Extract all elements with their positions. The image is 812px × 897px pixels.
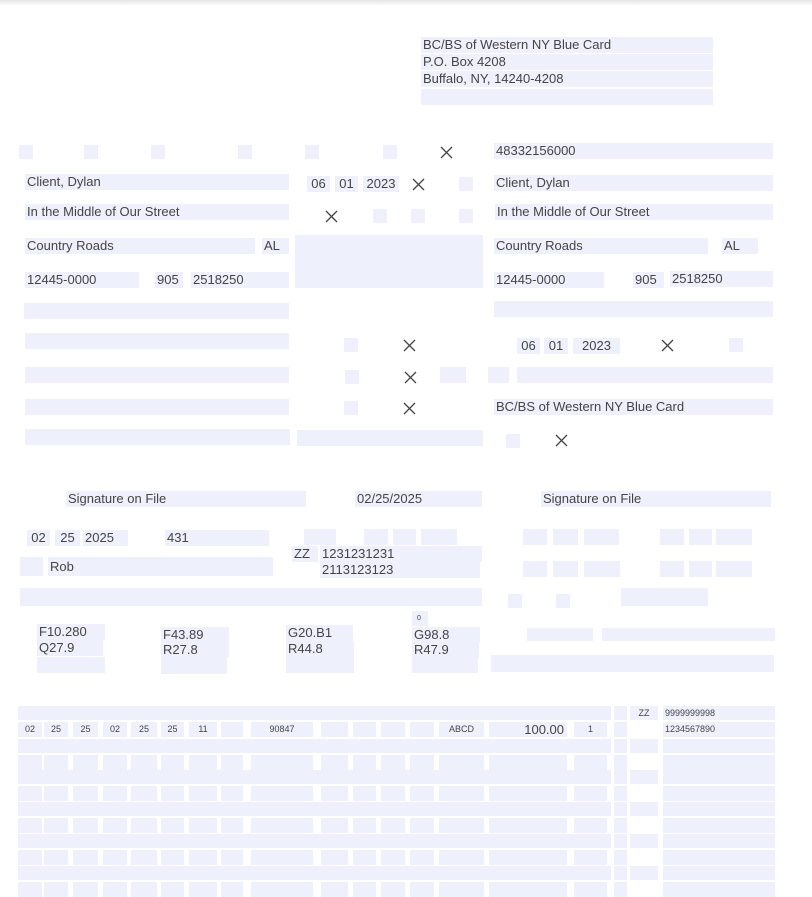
original-ref-number-field[interactable] bbox=[602, 628, 775, 641]
to-month-field[interactable]: 02 bbox=[103, 722, 127, 737]
rendering-provider-id-field[interactable] bbox=[663, 834, 775, 848]
charges-field[interactable] bbox=[489, 850, 567, 865]
to-day-field[interactable] bbox=[131, 755, 157, 770]
insurance-type-other-checked-icon[interactable] bbox=[440, 146, 453, 159]
to-month-field[interactable] bbox=[103, 786, 127, 801]
other-accident-yes-checkbox[interactable] bbox=[344, 401, 358, 415]
modifier-4-field[interactable] bbox=[410, 850, 434, 865]
insurance-type-champva-checkbox[interactable] bbox=[238, 145, 252, 159]
current-illness-day-field[interactable]: 25 bbox=[55, 530, 80, 546]
from-day-field[interactable]: 25 bbox=[44, 722, 68, 737]
insurance-type-medicare-checkbox[interactable] bbox=[19, 145, 33, 159]
cpt-code-field[interactable] bbox=[251, 882, 313, 897]
cpt-code-field[interactable] bbox=[251, 818, 313, 833]
place-of-service-field[interactable] bbox=[189, 755, 217, 770]
relationship-child-checkbox[interactable] bbox=[411, 209, 425, 223]
icd-indicator-field[interactable]: 0 bbox=[412, 611, 428, 626]
diagnosis-pointer-field[interactable] bbox=[439, 786, 484, 801]
from-year-field[interactable] bbox=[73, 755, 98, 770]
relationship-spouse-checkbox[interactable] bbox=[373, 209, 387, 223]
epsdt-shaded-field[interactable] bbox=[614, 770, 627, 784]
rendering-provider-id-field[interactable] bbox=[663, 739, 775, 753]
cpt-code-field[interactable] bbox=[251, 850, 313, 865]
insured-id-field[interactable]: 48332156000 bbox=[494, 143, 773, 159]
insured-zip-field[interactable]: 12445-0000 bbox=[494, 272, 604, 288]
from-day-field[interactable] bbox=[44, 818, 68, 833]
id-qual-field[interactable] bbox=[630, 834, 658, 848]
from-day-field[interactable] bbox=[44, 786, 68, 801]
modifier-1-field[interactable] bbox=[321, 818, 348, 833]
from-month-field[interactable] bbox=[18, 850, 42, 865]
from-year-field[interactable] bbox=[73, 818, 98, 833]
place-of-service-field[interactable] bbox=[189, 882, 217, 897]
rendering-provider-id-field[interactable]: 9999999998 bbox=[663, 706, 775, 720]
patient-signature-field[interactable]: Signature on File bbox=[66, 491, 306, 507]
other-date-qual-field[interactable] bbox=[304, 529, 336, 545]
id-qual-field[interactable] bbox=[630, 866, 658, 880]
patient-zip-field[interactable]: 12445-0000 bbox=[25, 272, 139, 288]
supplemental-info-field[interactable] bbox=[18, 834, 611, 848]
epsdt-shaded-field[interactable] bbox=[614, 866, 627, 880]
id-qual-field[interactable]: ZZ bbox=[630, 706, 658, 720]
hospitalization-from-year-field[interactable] bbox=[584, 561, 620, 577]
other-date-year-field[interactable] bbox=[421, 529, 457, 545]
epsdt-shaded-field[interactable] bbox=[614, 834, 627, 848]
to-day-field[interactable] bbox=[131, 818, 157, 833]
patient-dob-year-field[interactable]: 2023 bbox=[363, 176, 399, 192]
insurance-type-group-checkbox[interactable] bbox=[305, 145, 319, 159]
modifier-2-field[interactable] bbox=[353, 818, 376, 833]
from-year-field[interactable] bbox=[73, 850, 98, 865]
insured-state-field[interactable]: AL bbox=[722, 238, 758, 254]
other-insured-policy-field[interactable] bbox=[25, 333, 289, 349]
to-year-field[interactable] bbox=[161, 882, 184, 897]
diagnosis-h-field[interactable]: R47.9 bbox=[412, 642, 479, 658]
supplemental-info-field[interactable] bbox=[18, 866, 611, 880]
insured-dob-day-field[interactable]: 01 bbox=[544, 338, 568, 354]
diagnosis-pointer-field[interactable] bbox=[439, 850, 484, 865]
modifier-1-field[interactable] bbox=[321, 786, 348, 801]
rendering-npi-field[interactable] bbox=[663, 786, 775, 801]
insured-group-number-field[interactable] bbox=[494, 301, 773, 317]
auto-accident-no-checked-icon[interactable] bbox=[404, 371, 417, 384]
from-year-field[interactable] bbox=[73, 786, 98, 801]
unable-work-to-month-field[interactable] bbox=[660, 529, 684, 545]
page-top-edge bbox=[0, 0, 812, 6]
diagnosis-b-field[interactable]: F43.89 bbox=[161, 627, 229, 643]
modifier-1-field[interactable] bbox=[321, 755, 348, 770]
rendering-npi-field[interactable] bbox=[663, 818, 775, 833]
payer-name-field[interactable]: BC/BS of Western NY Blue Card bbox=[421, 37, 713, 53]
insurance-plan-name-field[interactable]: BC/BS of Western NY Blue Card bbox=[494, 399, 773, 415]
other-date-day-field[interactable] bbox=[393, 529, 416, 545]
modifier-2-field[interactable] bbox=[353, 722, 376, 737]
patient-phone-area-field[interactable]: 905 bbox=[155, 272, 183, 288]
current-illness-qual-field[interactable]: 431 bbox=[165, 530, 269, 546]
auto-accident-state-field[interactable] bbox=[440, 367, 466, 383]
diagnosis-pointer-field[interactable] bbox=[439, 882, 484, 897]
from-day-field[interactable] bbox=[44, 882, 68, 897]
cpt-code-field[interactable] bbox=[251, 755, 313, 770]
supplemental-info-field[interactable] bbox=[18, 706, 611, 720]
modifier-3-field[interactable] bbox=[381, 882, 405, 897]
other-date-month-field[interactable] bbox=[364, 529, 388, 545]
auto-accident-yes-checkbox[interactable] bbox=[345, 370, 359, 384]
hospitalization-to-year-field[interactable] bbox=[716, 561, 752, 577]
other-claim-qual-field[interactable] bbox=[488, 367, 509, 383]
epsdt-shaded-field[interactable] bbox=[614, 739, 627, 753]
epsdt-field[interactable] bbox=[614, 882, 627, 897]
charges-field[interactable] bbox=[489, 818, 567, 833]
diagnosis-j-field[interactable] bbox=[161, 658, 227, 674]
insured-phone-area-field[interactable]: 905 bbox=[633, 272, 664, 288]
modifier-4-field[interactable] bbox=[410, 722, 434, 737]
units-field[interactable] bbox=[574, 882, 607, 897]
rendering-npi-field[interactable]: 1234567890 bbox=[663, 722, 775, 737]
units-field[interactable]: 1 bbox=[574, 722, 607, 737]
patient-name-field[interactable]: Client, Dylan bbox=[25, 174, 289, 190]
charges-field[interactable] bbox=[489, 882, 567, 897]
epsdt-field[interactable] bbox=[614, 755, 627, 770]
from-month-field[interactable]: 02 bbox=[18, 722, 42, 737]
modifier-3-field[interactable] bbox=[381, 850, 405, 865]
rendering-npi-field[interactable] bbox=[663, 755, 775, 770]
modifier-1-field[interactable] bbox=[321, 882, 348, 897]
epsdt-field[interactable] bbox=[614, 818, 627, 833]
insured-dob-month-field[interactable]: 06 bbox=[517, 338, 540, 354]
to-month-field[interactable] bbox=[103, 882, 127, 897]
insurance-type-feca-checkbox[interactable] bbox=[383, 145, 397, 159]
diagnosis-d-field[interactable]: G98.8 bbox=[412, 627, 480, 643]
to-year-field[interactable] bbox=[161, 850, 184, 865]
payer-address-field[interactable]: P.O. Box 4208 bbox=[421, 54, 713, 70]
units-field[interactable] bbox=[574, 755, 607, 770]
place-of-service-field[interactable] bbox=[189, 850, 217, 865]
hospitalization-from-month-field[interactable] bbox=[523, 561, 547, 577]
id-qual-field[interactable] bbox=[630, 739, 658, 753]
referring-other-id-field[interactable]: 1231231231 bbox=[320, 546, 482, 562]
diagnosis-f-field[interactable]: R27.8 bbox=[161, 642, 229, 658]
epsdt-shaded-field[interactable] bbox=[614, 802, 627, 816]
modifier-3-field[interactable] bbox=[381, 722, 405, 737]
modifier-4-field[interactable] bbox=[410, 755, 434, 770]
patient-dob-day-field[interactable]: 01 bbox=[335, 176, 358, 192]
employment-yes-checkbox[interactable] bbox=[344, 338, 358, 352]
charges-field[interactable]: 100.00 bbox=[489, 722, 567, 737]
emg-field[interactable] bbox=[221, 818, 243, 833]
supplemental-info-field[interactable] bbox=[18, 802, 611, 816]
reserved-field-9b[interactable] bbox=[25, 367, 289, 383]
id-qual-field[interactable] bbox=[630, 770, 658, 784]
to-month-field[interactable] bbox=[103, 755, 127, 770]
payer-city-state-zip-field[interactable]: Buffalo, NY, 14240-4208 bbox=[421, 71, 713, 87]
unable-work-from-year-field[interactable] bbox=[584, 529, 619, 545]
patient-dob-month-field[interactable]: 06 bbox=[307, 176, 330, 192]
charges-field[interactable] bbox=[489, 786, 567, 801]
to-day-field[interactable]: 25 bbox=[131, 722, 157, 737]
employment-no-checked-icon[interactable] bbox=[403, 339, 416, 352]
emg-field[interactable] bbox=[221, 850, 243, 865]
modifier-1-field[interactable] bbox=[321, 722, 348, 737]
current-illness-year-field[interactable]: 2025 bbox=[83, 530, 128, 546]
rendering-provider-id-field[interactable] bbox=[663, 866, 775, 880]
diagnosis-l-field[interactable] bbox=[412, 657, 478, 673]
modifier-2-field[interactable] bbox=[353, 786, 376, 801]
modifier-1-field[interactable] bbox=[321, 850, 348, 865]
emg-field[interactable] bbox=[221, 882, 243, 897]
diagnosis-i-field[interactable] bbox=[37, 657, 105, 673]
epsdt-field[interactable] bbox=[614, 850, 627, 865]
to-year-field[interactable] bbox=[161, 818, 184, 833]
referring-id-qual-field[interactable]: ZZ bbox=[292, 546, 318, 562]
insurance-type-tricare-checkbox[interactable] bbox=[151, 145, 165, 159]
additional-claim-info-field[interactable] bbox=[20, 588, 482, 606]
modifier-2-field[interactable] bbox=[353, 850, 376, 865]
other-insured-name-field[interactable] bbox=[24, 303, 289, 319]
to-day-field[interactable] bbox=[131, 786, 157, 801]
units-field[interactable] bbox=[574, 818, 607, 833]
units-field[interactable] bbox=[574, 786, 607, 801]
cpt-code-field[interactable] bbox=[251, 786, 313, 801]
unable-work-from-month-field[interactable] bbox=[523, 529, 547, 545]
diagnosis-pointer-field[interactable] bbox=[439, 755, 484, 770]
modifier-3-field[interactable] bbox=[381, 755, 405, 770]
referring-provider-name-field[interactable]: Rob bbox=[48, 557, 273, 576]
diagnosis-a-field[interactable]: F10.280 bbox=[37, 624, 105, 640]
outside-lab-charges-field[interactable] bbox=[621, 588, 708, 606]
rendering-npi-field[interactable] bbox=[663, 882, 775, 897]
payer-line4-field[interactable] bbox=[421, 89, 713, 105]
insured-name-field[interactable]: Client, Dylan bbox=[494, 175, 773, 191]
diagnosis-e-field[interactable]: Q27.9 bbox=[37, 640, 103, 656]
referring-npi-field[interactable]: 2113123123 bbox=[320, 562, 480, 578]
current-illness-month-field[interactable]: 02 bbox=[27, 530, 50, 546]
diagnosis-k-field[interactable] bbox=[286, 657, 354, 673]
hospitalization-from-day-field[interactable] bbox=[553, 561, 578, 577]
insured-phone-field[interactable]: 2518250 bbox=[670, 271, 773, 287]
to-month-field[interactable] bbox=[103, 818, 127, 833]
patient-signature-date-field[interactable]: 02/25/2025 bbox=[355, 491, 482, 507]
referring-qualifier-field[interactable] bbox=[20, 557, 43, 576]
insured-city-field[interactable]: Country Roads bbox=[494, 238, 708, 254]
place-of-service-field[interactable] bbox=[189, 786, 217, 801]
diagnosis-pointer-field[interactable]: ABCD bbox=[439, 722, 484, 737]
resubmission-code-field[interactable] bbox=[527, 628, 593, 641]
from-day-field[interactable] bbox=[44, 755, 68, 770]
relationship-other-checkbox[interactable] bbox=[459, 209, 473, 223]
insured-sex-male-checked-icon[interactable] bbox=[661, 339, 674, 352]
outside-lab-yes-checkbox[interactable] bbox=[508, 594, 522, 608]
from-year-field[interactable] bbox=[73, 882, 98, 897]
from-month-field[interactable] bbox=[18, 755, 42, 770]
insured-sex-female-checkbox[interactable] bbox=[729, 338, 743, 352]
other-claim-id-field[interactable] bbox=[517, 367, 773, 383]
other-health-plan-no-checked-icon[interactable] bbox=[555, 434, 568, 447]
modifier-4-field[interactable] bbox=[410, 818, 434, 833]
modifier-3-field[interactable] bbox=[381, 786, 405, 801]
supplemental-info-field[interactable] bbox=[18, 739, 611, 753]
emg-field[interactable] bbox=[221, 786, 243, 801]
supplemental-info-field[interactable] bbox=[18, 770, 611, 784]
other-insurance-plan-name-field[interactable] bbox=[25, 429, 290, 445]
charges-field[interactable] bbox=[489, 755, 567, 770]
from-month-field[interactable] bbox=[18, 786, 42, 801]
outside-lab-no-checkbox[interactable] bbox=[556, 594, 570, 608]
modifier-2-field[interactable] bbox=[353, 755, 376, 770]
from-month-field[interactable] bbox=[18, 882, 42, 897]
relationship-self-checked-icon[interactable] bbox=[325, 210, 338, 223]
id-qual-field[interactable] bbox=[630, 802, 658, 816]
rendering-npi-field[interactable] bbox=[663, 850, 775, 865]
to-day-field[interactable] bbox=[131, 882, 157, 897]
diagnosis-g-field[interactable]: R44.8 bbox=[286, 641, 354, 657]
rendering-provider-id-field[interactable] bbox=[663, 770, 775, 784]
insured-address-field[interactable]: In the Middle of Our Street bbox=[495, 204, 773, 220]
patient-state-field[interactable]: AL bbox=[262, 238, 289, 254]
modifier-3-field[interactable] bbox=[381, 818, 405, 833]
patient-address-field[interactable]: In the Middle of Our Street bbox=[25, 204, 289, 220]
reserved-nucc-field[interactable] bbox=[295, 235, 483, 288]
to-day-field[interactable] bbox=[131, 850, 157, 865]
insured-dob-year-field[interactable]: 2023 bbox=[573, 338, 620, 354]
emg-field[interactable] bbox=[221, 755, 243, 770]
to-year-field[interactable]: 25 bbox=[161, 722, 184, 737]
to-month-field[interactable] bbox=[103, 850, 127, 865]
hospitalization-to-day-field[interactable] bbox=[689, 561, 712, 577]
emg-field[interactable] bbox=[221, 722, 243, 737]
cpt-code-field[interactable]: 90847 bbox=[251, 722, 313, 737]
other-accident-no-checked-icon[interactable] bbox=[403, 402, 416, 415]
unable-work-to-year-field[interactable] bbox=[716, 529, 752, 545]
patient-sex-male-checked-icon[interactable] bbox=[412, 178, 425, 191]
claim-codes-field[interactable] bbox=[297, 430, 483, 446]
modifier-2-field[interactable] bbox=[353, 882, 376, 897]
units-field[interactable] bbox=[574, 850, 607, 865]
hospitalization-to-month-field[interactable] bbox=[660, 561, 684, 577]
rendering-provider-id-field[interactable] bbox=[663, 802, 775, 816]
from-month-field[interactable] bbox=[18, 818, 42, 833]
from-year-field[interactable]: 25 bbox=[73, 722, 98, 737]
modifier-4-field[interactable] bbox=[410, 882, 434, 897]
diagnosis-c-field[interactable]: G20.B1 bbox=[286, 625, 353, 641]
epsdt-field[interactable] bbox=[614, 786, 627, 801]
insured-signature-field[interactable]: Signature on File bbox=[541, 491, 771, 507]
insurance-type-medicaid-checkbox[interactable] bbox=[84, 145, 98, 159]
epsdt-shaded-field[interactable] bbox=[614, 706, 627, 720]
diagnosis-pointer-field[interactable] bbox=[439, 818, 484, 833]
patient-phone-field[interactable]: 2518250 bbox=[191, 272, 289, 288]
patient-city-field[interactable]: Country Roads bbox=[25, 238, 255, 254]
to-year-field[interactable] bbox=[161, 786, 184, 801]
to-year-field[interactable] bbox=[161, 755, 184, 770]
from-day-field[interactable] bbox=[44, 850, 68, 865]
patient-sex-female-checkbox[interactable] bbox=[459, 177, 473, 191]
place-of-service-field[interactable] bbox=[189, 818, 217, 833]
modifier-4-field[interactable] bbox=[410, 786, 434, 801]
reserved-field-9c[interactable] bbox=[25, 399, 289, 415]
epsdt-field[interactable] bbox=[614, 722, 627, 737]
place-of-service-field[interactable]: 11 bbox=[189, 722, 217, 737]
unable-work-to-day-field[interactable] bbox=[689, 529, 712, 545]
unable-work-from-day-field[interactable] bbox=[553, 529, 578, 545]
prior-authorization-field[interactable] bbox=[491, 655, 774, 672]
other-health-plan-yes-checkbox[interactable] bbox=[506, 434, 520, 448]
